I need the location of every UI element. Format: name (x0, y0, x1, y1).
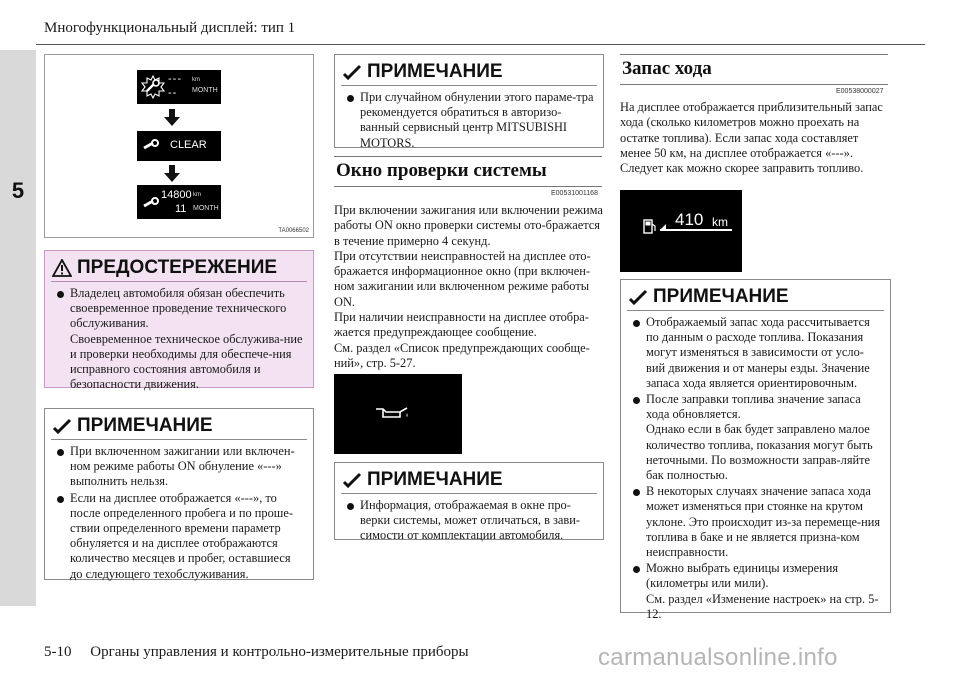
page-header-title: Многофункциональный дисплей: тип 1 (44, 20, 296, 36)
wrench-icon (143, 139, 161, 153)
note-box-left (44, 408, 314, 580)
list-item: При случайном обнулении этого параме-тра рекомендуется обратиться в авторизо-ванный сервисный центр MITSUBISHI MOTORS. (343, 90, 595, 151)
service-display-values (137, 185, 221, 219)
unit-month: MONTH (193, 205, 219, 212)
section-body: При включении зажигания или включении режима работы ON окно проверки системы ото-бражается в течение примерно 4 секунд. При отсутствии неисправностей на дисплее ото-бражается информационное окно (при включен-ном зажигании или включенном режиме работы ON. При наличии неисправности на дисплее отобра-жается предупреждающее сообщение. См. раздел «Список предупреждающих сообще-ний», стр. 5-27. (334, 203, 603, 370)
list-item: Владелец автомобиля обязан обеспечить своевременное проведение технического обслуживания. Своевременное техническое обслужива-ние и проверки необходимы для обеспече-ния исправного состояния автомобиля и безопасности движения. (53, 286, 305, 392)
section-code: E00531001168 (551, 190, 598, 197)
note-title: ПРИМЕЧАНИЕ (367, 61, 503, 82)
note-title: ПРИМЕЧАНИЕ (653, 286, 789, 307)
warning-header (45, 251, 313, 281)
note-box-mid-top (334, 54, 604, 148)
chapter-number: 5 (11, 178, 25, 203)
list-item: Отображаемый запас хода рассчитывается по данным о расходе топлива. Показания могут изменяться в зависимости от усло-вий движения и от манеры езды. Значение запаса хода является ориентировочным. (629, 315, 882, 391)
list-item: Можно выбрать единицы измерения (километры или мили). См. раздел «Изменение настроек» на стр. 5-12. (629, 561, 882, 622)
section-rule (620, 84, 888, 85)
section-rule (334, 156, 602, 157)
system-check-display (334, 374, 462, 454)
wrench-burst-icon (140, 75, 166, 99)
list-item: Если на дисплее отображается «---», то после определенного пробега и по проше-ствии определенного времени параметр обнуляется и на дисплее отображаются количество месяцев и пробег, оставшиеся до следующего техобслуживания. (53, 491, 305, 582)
clear-text: CLEAR (170, 139, 207, 151)
section-code: E00538000027 (836, 88, 884, 95)
note-header (335, 463, 603, 493)
note-header (335, 55, 603, 85)
service-display-clear (137, 131, 221, 161)
list-item: После заправки топлива значение запаса хода обновляется. Однако если в бак будет заправлено малое количество топлива, показания могут быть неточными. По возможности заправ-ляйте бак полностью. (629, 392, 882, 483)
remaining-km: 14800 (161, 189, 192, 201)
fuel-pump-icon (643, 218, 657, 234)
note-box-mid-bottom (334, 462, 604, 543)
section-title-system-check: Окно проверки системы (336, 160, 547, 181)
dashes-bottom: -- (168, 87, 178, 99)
note-pencil-icon (52, 417, 72, 435)
note-pencil-icon (342, 471, 362, 489)
note-pencil-icon (342, 63, 362, 81)
dashes-top: --- (168, 73, 182, 85)
watermark-text: carmanualsonline.info (598, 644, 838, 671)
list-item: В некоторых случаях значение запаса хода может изменяться при стоянке на крутом уклоне. Это происходит из-за перемеще-ния топлива в баке и не является призна-ком неисправности. (629, 484, 882, 560)
range-underline-tip (660, 224, 666, 230)
warning-box (44, 250, 314, 392)
list-item: При включенном зажигании или включен-ном режиме работы ON обнуление «---» выполнить нельзя. (53, 444, 305, 490)
note-title: ПРИМЕЧАНИЕ (77, 415, 213, 436)
note-header (621, 280, 890, 310)
unit-km: km (193, 192, 201, 198)
section-title-range: Запас хода (622, 58, 712, 79)
remaining-months: 11 (175, 203, 187, 215)
warning-title: ПРЕДОСТЕРЕЖЕНИЕ (77, 257, 278, 278)
service-reset-figure (44, 54, 314, 238)
service-display-dashes (137, 70, 221, 104)
note-box-right (620, 279, 891, 621)
list-item: Информация, отображаемая в окне про-верки системы, может отличаться, в зави-симости от комплектации автомобиля. (343, 498, 595, 544)
chapter-side-tab (0, 50, 36, 606)
figure-caption: TA0066502 (278, 228, 309, 234)
note-pencil-icon (628, 288, 648, 306)
range-display (620, 190, 742, 272)
section-body: На дисплее отображается приблизительный запас хода (сколько километров можно проехать на остатке топлива). Если запас хода составляет менее 50 км, на дисплее отображается «---». Следует как можно скорее заправить топливо. (620, 100, 883, 176)
header-divider (36, 44, 925, 45)
unit-km: km (192, 77, 200, 83)
note-header (45, 409, 313, 439)
warning-triangle-icon (52, 259, 72, 277)
unit-month: MONTH (192, 87, 218, 94)
range-value: 410 (675, 210, 704, 229)
page-footer: 5-10 Органы управления и контрольно-измерительные приборы (44, 644, 469, 660)
section-rule (620, 54, 888, 55)
section-rule (334, 186, 602, 187)
wrench-icon (143, 197, 161, 211)
range-unit: km (712, 215, 728, 229)
oil-pressure-icon (374, 404, 410, 420)
note-title: ПРИМЕЧАНИЕ (367, 469, 503, 490)
